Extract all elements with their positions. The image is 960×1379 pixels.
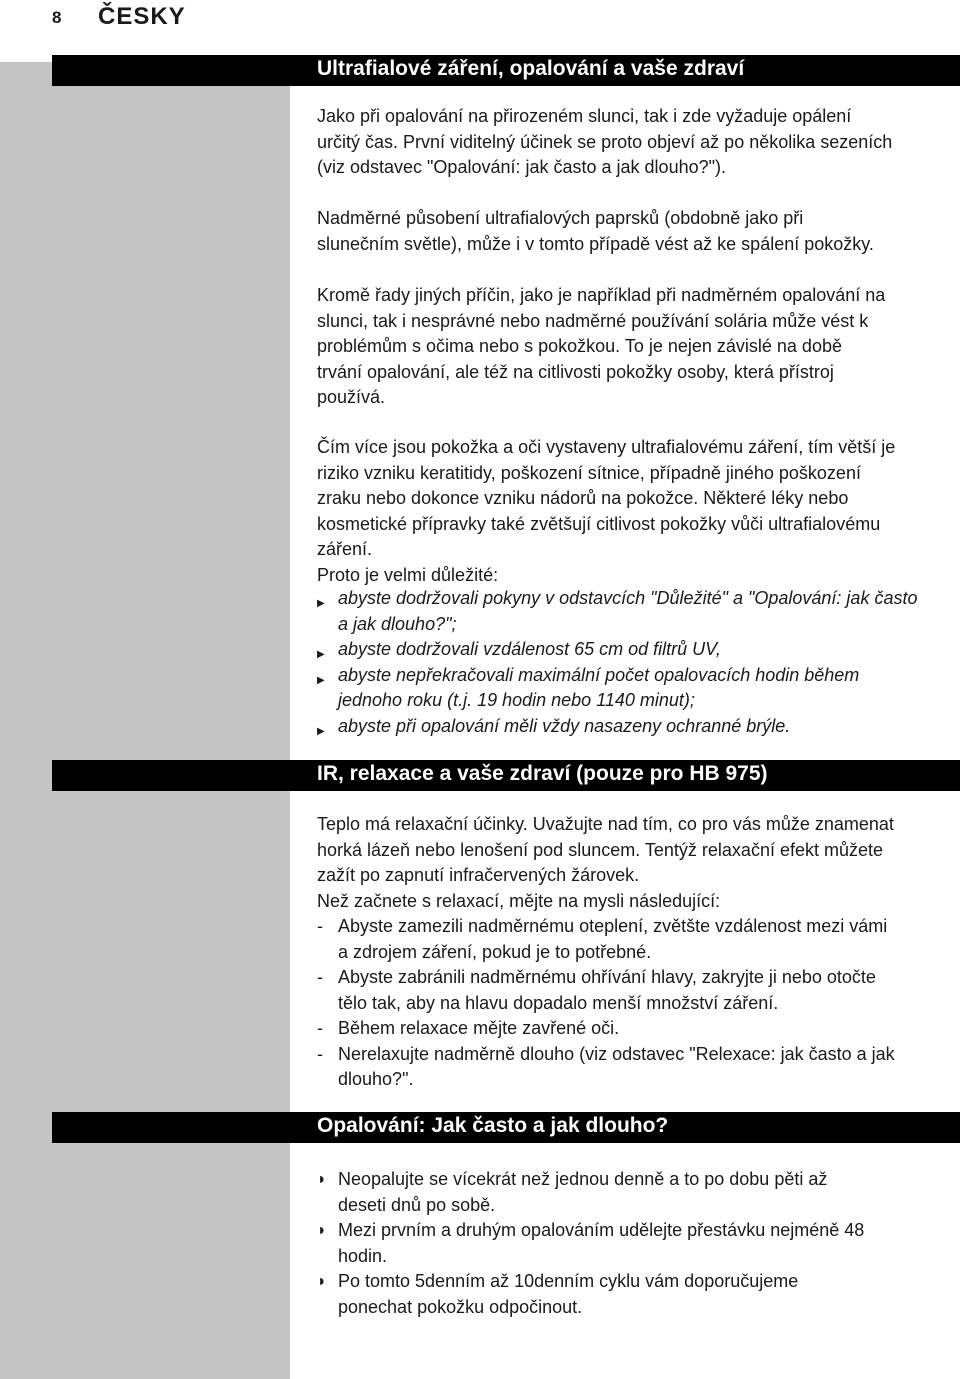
paragraph [317,283,885,411]
section-header-uv [52,55,960,86]
text-line: slunci, tak i nesprávné nebo nadměrné používání solária může vést k [317,310,869,331]
half-circle-bullet-icon: ◗ [317,1273,327,1290]
section-header-tanning [52,1112,960,1143]
dash-bullet: - [317,1043,323,1064]
list-item [317,637,917,663]
text-line: záření. [317,539,373,559]
list-item [317,1269,864,1320]
text-line: horká lázeň nebo lenošení pod sluncem. Tentýž relaxační efekt můžete [317,839,884,860]
dash-bullet: - [317,967,323,987]
list-item [317,914,895,965]
triangle-bullet-icon: ▶ [317,674,325,686]
text-line: deseti dnů po sobě. [338,1194,496,1215]
triangle-bullet-icon: ▶ [317,725,325,737]
text-line: problémům s očima nebo s pokožkou. To je nejen závislé na době [317,336,842,356]
text-line: ponechat pokožku odpočinout. [338,1296,583,1317]
text-line: (viz odstavec "Opalování: jak často a jak dlouho?"). [317,157,726,177]
text-line: Abyste zamezili nadměrnému oteplení, zvětšte vzdálenost mezi vámi [338,916,888,936]
paragraph [317,812,894,914]
text-line: dlouho?". [338,1069,414,1089]
text-line: Kromě řady jiných příčin, jako je například při nadměrném opalování na [317,285,886,305]
text-line: Nadměrné působení ultrafialových paprsků (obdobně jako při [317,208,804,228]
list-item [317,1167,864,1218]
section-title: Opalování: Jak často a jak dlouho? [317,1114,669,1137]
text-line: zraku nebo dokonce vzniku nádorů na pokožce. Některé léky nebo [317,488,849,508]
text-line: používá. [317,387,386,407]
margin-column [0,62,290,1379]
paragraph [317,206,874,257]
text-line: trvání opalování, ale též na citlivosti pokožky osoby, která přístroj [317,361,834,382]
text-line: Nerelaxujte nadměrně dlouho (viz odstavec "Relexace: jak často a jak [338,1043,895,1064]
text-line: Jako při opalování na přirozeném slunci, tak i zde vyžaduje opálení [317,106,852,126]
bullet-list [317,1167,864,1320]
text-line: kosmetické přípravky také zvětšují citlivost pokožky vůči ultrafialovému [317,513,881,534]
text-line: jednoho roku (t.j. 19 hodin nebo 1140 minut); [338,690,695,710]
text-line: Teplo má relaxační účinky. Uvažujte nad tím, co pro vás může znamenat [317,814,894,834]
list-item [317,586,917,637]
section-title: IR, relaxace a vaše zdraví (pouze pro HB 975) [317,762,768,785]
list-item [317,1218,864,1269]
list-item [317,1016,895,1042]
text-line: abyste při opalování měli vždy nasazeny ochranné brýle. [338,715,791,736]
text-line: abyste dodržovali pokyny v odstavcích "Důležité" a "Opalování: jak často [338,588,918,608]
paragraph [317,104,892,181]
text-line: a jak dlouho?"; [338,613,457,634]
text-line: slunečním světle), může i v tomto případě vést až ke spálení pokožky. [317,233,874,254]
triangle-bullet-icon: ▶ [317,649,325,660]
text-line: Po tomto 5denním až 10denním cyklu vám doporučujeme [338,1271,799,1291]
half-circle-bullet-icon: ◗ [317,1171,327,1188]
section-header-ir [52,760,960,791]
page-number: 8 [52,8,62,27]
text-line: Čím více jsou pokožka a oči vystaveny ultrafialovému záření, tím větší je [317,437,896,457]
text-line: Mezi prvním a druhým opalováním udělejte přestávku nejméně 48 [338,1220,865,1240]
text-line: zažít po zapnutí infračervených žárovek. [317,865,640,885]
text-line: Proto je velmi důležité: [317,564,499,585]
list-item [317,965,895,1016]
dash-bullet: - [317,1018,323,1038]
list-item [317,1042,895,1093]
text-line: tělo tak, aby na hlavu dopadalo menší množství záření. [338,992,779,1013]
list-item [317,714,917,740]
text-line: riziko vzniku keratitidy, poškození sítnice, případně jiného poškození [317,462,861,483]
italic-bullet-list [317,586,917,739]
language-heading: ČESKY [98,3,186,30]
half-circle-bullet-icon: ◗ [317,1222,327,1239]
text-line: hodin. [338,1245,388,1266]
text-line: a zdrojem záření, pokud je to potřebné. [338,941,652,962]
paragraph [317,435,895,588]
list-item [317,663,917,714]
text-line: Během relaxace mějte zavřené oči. [338,1018,620,1038]
dash-bullet: - [317,916,323,936]
text-line: abyste dodržovali vzdálenost 65 cm od filtrů UV, [338,639,721,659]
dash-list [317,914,895,1093]
text-line: Než začnete s relaxací, mějte na mysli následující: [317,890,721,911]
text-line: Neopalujte se vícekrát než jednou denně a to po dobu pěti až [338,1169,828,1189]
text-line: Abyste zabránili nadměrnému ohřívání hlavy, zakryjte ji nebo otočte [338,967,876,987]
section-title: Ultrafialové záření, opalování a vaše zdraví [317,57,745,80]
text-line: abyste nepřekračovali maximální počet opalovacích hodin během [338,664,860,685]
triangle-bullet-icon: ▶ [317,598,325,609]
text-line: určitý čas. První viditelný účinek se proto objeví až po několika sezeních [317,131,893,152]
